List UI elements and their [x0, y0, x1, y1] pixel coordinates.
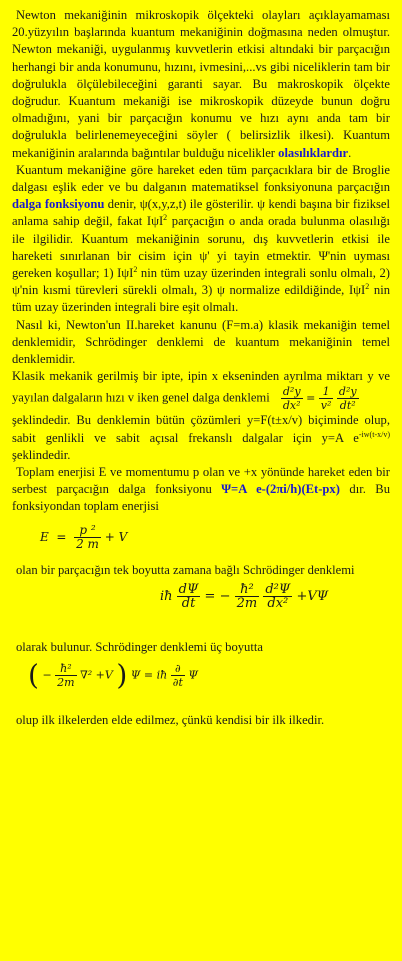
paragraph-newton: Nasıl ki, Newton'un II.hareket kanunu (F=m.a) klasik mekaniğin temel denklemidir, Schrödinger denklemi de kuantum mekaniğinin temel denklemidir.: [12, 317, 390, 367]
partial-t-den: ∂t: [172, 676, 183, 690]
psi-end: Ψ: [188, 668, 199, 682]
schrodinger-3d-block: [12, 656, 390, 712]
wave-function-text-d: nin tüm uzay üzerinden integrali sonlu olmalı, 2) ψ'nin kısmi türevleri sürekli olmalı, 3) ψ normalize edildiğinde, IψI: [12, 266, 390, 298]
solutions-text-b: şeklindedir.: [12, 447, 71, 462]
energy-equation: [40, 524, 127, 551]
intro-text: Newton mekaniğinin mikroskopik ölçekteki olayları açıklayamaması 20.yüzyılın başlarında kuantum mekaniğinin doğmasına neden olmuştur. Newton mekaniği, uygulanmış kuvvetlerin etkisi altındaki bir parçacığın herhangi bir anda konumunu, hızını, ivmesini,...vs gibi niceliklerin tam bir doğrulukla ölçülebileceğini garanti sayar. Bu makroskopik ölçekte doğrudur. Kuantum mekaniği ise mikroskopik düzeyde bunun doğru olmadığını, yani bir parçacığın konumu ve hızı aynı anda tam bir doğrulukla belirlenemeyeceğini söyler ( belirsizlik ilkesi). Kuantum mekaniğinin aralarında bağıntılar bulduğu nicelikler: [12, 8, 390, 160]
energy-den: 2 m: [76, 536, 99, 551]
paragraph-conclusion: olup ilk ilkelerden elde edilmez, çünkü kendisi bir ilk ilkedir.: [16, 713, 325, 728]
wave-rhs-num: d²y: [338, 385, 357, 399]
second-derivative-fraction: [263, 583, 292, 610]
wave-equation-text: Klasik mekanik gerilmiş bir ipte, ipin x ekseninden ayrılma miktarı y ve yayılan dalgaların hızı v iken genel dalga denklemi: [12, 369, 390, 405]
paragraph-solutions: [12, 412, 390, 464]
dpsi-num: dΨ: [178, 581, 199, 597]
laplacian-term: ∇² +V: [80, 668, 113, 682]
free-particle-text-a: Toplam enerjisi E ve momentumu p olan ve +x yönünde hareket eden bir serbest parçacığın dalga fonksiyonu: [12, 465, 390, 497]
square-sup: 2: [163, 213, 168, 223]
highlight-olasiliklardir: olasılıklardır: [278, 145, 349, 160]
schrodinger-1d-block: [12, 579, 390, 639]
psi-equals-ih: Ψ = iħ: [130, 668, 168, 682]
wave-function-text-a: Kuantum mekaniğine göre hareket eden tüm parçacıklara bir de Broglie dalgası eşlik eder ve bu dalganın matematiksel fonksiyonuna parçacığın: [12, 162, 390, 195]
energy-equation-block: [12, 516, 390, 562]
dx2-den: dx²: [267, 595, 289, 611]
equals-minus: = −: [204, 588, 231, 604]
wave-lhs-num: d²y: [282, 385, 301, 399]
free-particle-text-b: dır. Bu fonksiyondan toplam enerjisi: [12, 482, 391, 514]
partial-num: ∂: [171, 662, 185, 676]
energy-lhs: E: [40, 529, 49, 544]
solutions-text-a: şeklindedir. Bu denklemin bütün çözümleri y=F(t±x/v) biçiminde olup, sabit genlikli ve sabit açısal frekanslı dalgalar için y=A e: [12, 413, 390, 445]
wave-function-text-b: denir, ψ(x,y,z,t) ile gösterilir. ψ kendi başına bir fiziksel anlama sahip değil, fakat IψI: [12, 197, 390, 229]
d2psi-num: d²Ψ: [265, 581, 291, 597]
partial-t-fraction: [171, 662, 185, 689]
potential-term: +VΨ: [296, 588, 329, 604]
energy-equals: =: [56, 529, 67, 544]
open-paren: (: [28, 658, 39, 692]
energy-num: p ²: [74, 524, 101, 538]
paragraph-free-particle: [12, 464, 390, 516]
wave-equals: =: [306, 391, 316, 405]
energy-v: V: [118, 529, 128, 544]
square-sup: 2: [133, 265, 138, 275]
wave-rhs-den: dt²: [339, 399, 356, 413]
highlight-dalga-fonksiyonu: dalga fonksiyonu: [12, 197, 105, 212]
exponent-sup: -iw(t-x/v): [358, 429, 390, 439]
paragraph-wave-function: [12, 162, 390, 317]
wave-lhs-den: dx²: [282, 399, 301, 413]
wave-lhs-fraction: [281, 385, 303, 412]
two-m-3d-den: 2m: [57, 676, 75, 690]
energy-fraction: [74, 524, 101, 551]
close-paren: ): [116, 658, 128, 692]
schrodinger-1d-equation: [160, 583, 328, 610]
square-sup: 2: [365, 282, 370, 292]
period: .: [348, 145, 352, 160]
ih-term: iħ: [160, 588, 173, 604]
paragraph-wave-equation: [12, 368, 390, 412]
wave-equation: [281, 385, 359, 412]
paragraph-schrodinger-3d: olarak bulunur. Schrödinger denklemi üç boyutta: [16, 639, 263, 654]
schrodinger-3d-equation: [28, 658, 199, 692]
dpsi-dt-fraction: [177, 583, 201, 610]
dt-den: dt: [181, 595, 196, 611]
minus-sign: −: [42, 668, 52, 682]
paragraph-schrodinger-1d: olan bir parçacığın tek boyutta zamana bağlı Schrödinger denklemi: [16, 562, 355, 577]
paragraph-intro: [12, 7, 390, 162]
wave-function-text-e: nin tüm uzay üzerinden integrali bire eşit olmalı.: [12, 283, 391, 315]
wave-rhs-fraction: [337, 385, 359, 412]
two-m-den: 2m: [236, 595, 258, 611]
wave-function-text-c: parçacığın o anda orada bulunma olasılığı ile ilgilidir. Kuantum mekaniğinin sorunu, dış kuvvetlerin etkisi ile hareketi sınırlanan bir cisim için ψ' yi tayin etmektir. Ψ'nin uyması gereken koşullar; 1) IψI: [12, 214, 390, 281]
hbar-3d-num: ħ²: [55, 662, 76, 676]
hbar-fraction: [235, 583, 260, 610]
energy-plus: +: [104, 529, 115, 544]
free-particle-wave-function: Ψ=A e-(2πi/h)(Et-px): [221, 482, 340, 497]
wave-coef-den: v²: [320, 399, 332, 413]
wave-coef-num: 1: [319, 385, 334, 399]
hbar-num: ħ²: [235, 583, 260, 597]
wave-coef-fraction: [319, 385, 334, 412]
hbar-3d-fraction: [55, 662, 76, 689]
